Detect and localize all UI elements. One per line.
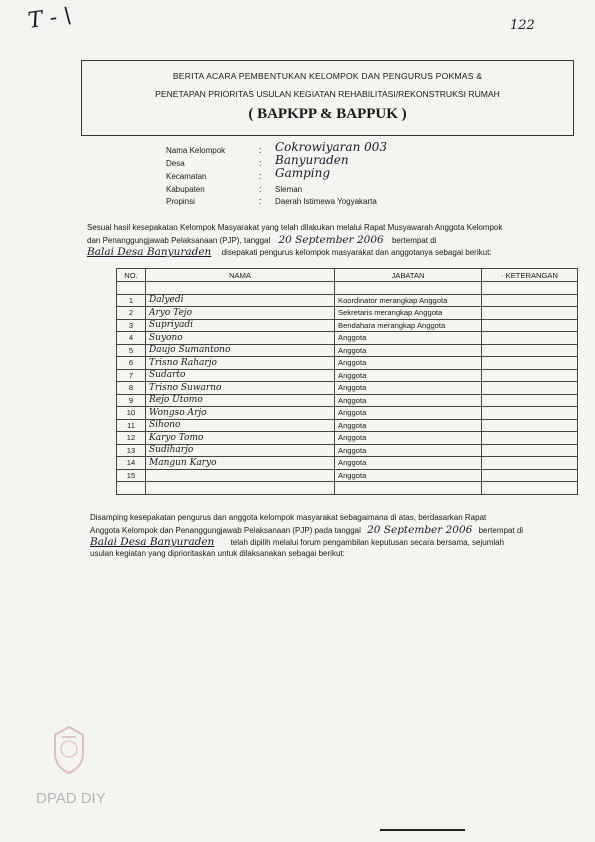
cell-keterangan (482, 444, 578, 457)
table-row (117, 444, 578, 457)
title-line-3: ( BAPKPP & BAPPUK ) (248, 106, 407, 122)
header-no: NO. (117, 269, 146, 282)
header-keterangan: · KETERANGAN (482, 269, 578, 282)
title-line-2: PENETAPAN PRIORITAS USULAN KEGIATAN REHABILITASI/REKONSTRUKSI RUMAH (155, 89, 500, 99)
info-value-kabupaten: Sleman (275, 185, 303, 194)
intro-line-2-text: dan Penanggungjawab Pelaksanaan (PJP), tanggal (87, 236, 271, 245)
info-label-nama-kelompok: Nama Kelompok (166, 146, 226, 155)
cell-nama: Supriyadi (146, 319, 335, 332)
cell-jabatan: Anggota (335, 407, 482, 420)
cell-nama: Trisno Suwarno (146, 382, 335, 395)
cell-jabatan: Anggota (335, 344, 482, 357)
cell-keterangan (482, 357, 578, 370)
table-row (117, 319, 578, 332)
cell-jabatan: Koordinator merangkap Anggota (335, 294, 482, 307)
table-row (117, 369, 578, 382)
cell-keterangan (482, 382, 578, 395)
closing-line-3-text: telah dipilih melalui forum pengambilan keputusan secara bersama, sejumlah (230, 538, 505, 547)
cell-no: 5 (117, 344, 146, 357)
cell-jabatan: Anggota (335, 419, 482, 432)
table-row (117, 344, 578, 357)
intro-line-3-text: disepakati pengurus kelompok masyarakat dan anggotanya sebagai berikut: (221, 248, 492, 257)
title-line-1: BERITA ACARA PEMBENTUKAN KELOMPOK DAN PENGURUS POKMAS & (172, 71, 483, 81)
info-colon: : (259, 184, 262, 194)
closing-place-handwritten: Balai Desa Banyuraden (90, 536, 215, 548)
table-row (117, 357, 578, 370)
intro-line-3 (87, 246, 492, 259)
cell-nama: Mangun Karyo (146, 457, 335, 470)
info-value-kecamatan: Gamping (275, 166, 331, 180)
cell-nama: Daujo Sumantono (146, 344, 335, 357)
table-row (117, 419, 578, 432)
info-value-nama-kelompok: Cokrowiyaran 003 (275, 140, 388, 154)
cell-no: 12 (117, 432, 146, 445)
intro-line-1: Sesuai hasil kesepakatan Kelompok Masyarakat yang telah dilakukan melalui Rapat Musyawarah Anggota Kelompok (87, 223, 503, 232)
info-label-propinsi: Propinsi (166, 197, 195, 206)
closing-line-4: usulan kegiatan yang diprioritaskan untuk dilaksanakan sebagai berikut: (90, 549, 345, 558)
table-row (117, 294, 578, 307)
header-jabatan: JABATAN (335, 269, 482, 282)
cell-no: 10 (117, 407, 146, 420)
cell-nama: Sihono (146, 419, 335, 432)
closing-line-2-tail: bertempat di (478, 526, 524, 535)
intro-line-2-tail: bertempat di (391, 236, 437, 245)
intro-place-handwritten: Balai Desa Banyuraden (87, 246, 212, 258)
cell-no: 15 (117, 469, 146, 482)
info-label-kecamatan: Kecamatan (166, 172, 207, 181)
table-row (117, 407, 578, 420)
cell-no: 1 (117, 294, 146, 307)
info-colon: : (259, 145, 262, 155)
cell-nama: Aryo Tejo (146, 307, 335, 320)
cell-keterangan (482, 369, 578, 382)
cell-jabatan: Anggota (335, 457, 482, 470)
cell-no: 7 (117, 369, 146, 382)
cell-jabatan: Sekretaris merangkap Anggota (335, 307, 482, 320)
info-value-propinsi: Daerah Istimewa Yogyakarta (275, 197, 377, 206)
cell-keterangan (482, 319, 578, 332)
table-body (117, 282, 578, 495)
cell-jabatan: Anggota (335, 469, 482, 482)
cell-jabatan: Anggota (335, 394, 482, 407)
table-header-row (117, 269, 578, 282)
cell-nama (146, 469, 335, 482)
info-label-desa: Desa (166, 159, 185, 168)
info-value-desa: Banyuraden (275, 153, 349, 167)
cell-nama: Wongso Arjo (146, 407, 335, 420)
cell-keterangan (482, 307, 578, 320)
title-box (81, 60, 574, 136)
cell-nama: Sudiharjo (146, 444, 335, 457)
table-spacer-row (117, 282, 578, 295)
info-colon: : (259, 158, 262, 168)
closing-line-2-text: Anggota Kelompok dan Penanggungjawab Pelaksanaan (PJP) pada tanggal (90, 526, 361, 535)
closing-date-handwritten: 20 September 2006 (367, 524, 473, 536)
cell-no: 14 (117, 457, 146, 470)
info-colon: : (259, 171, 262, 181)
cell-keterangan (482, 419, 578, 432)
cell-keterangan (482, 344, 578, 357)
cell-jabatan: Anggota (335, 444, 482, 457)
watermark-text: DPAD DIY (36, 790, 106, 807)
cell-no: 6 (117, 357, 146, 370)
closing-line-1: Disamping kesepakatan pengurus dan anggota kelompok masyarakat sebagaimana di atas, berdasarkan Rapat (90, 513, 487, 522)
cell-no: 4 (117, 332, 146, 345)
cell-keterangan (482, 332, 578, 345)
cell-no: 13 (117, 444, 146, 457)
table-row (117, 469, 578, 482)
member-table (116, 268, 578, 495)
cell-no: 2 (117, 307, 146, 320)
cell-keterangan (482, 469, 578, 482)
cell-nama: Suyono (146, 332, 335, 345)
cell-keterangan (482, 394, 578, 407)
cell-nama: Karyo Tomo (146, 432, 335, 445)
cell-keterangan (482, 294, 578, 307)
cell-jabatan: Anggota (335, 432, 482, 445)
cell-jabatan: Anggota (335, 369, 482, 382)
intro-date-handwritten: 20 September 2006 (278, 234, 384, 246)
info-label-kabupaten: Kabupaten (166, 185, 205, 194)
cell-no: 8 (117, 382, 146, 395)
cell-no: 9 (117, 394, 146, 407)
cell-jabatan: Anggota (335, 332, 482, 345)
cell-nama: Trisno Raharjo (146, 357, 335, 370)
cell-keterangan (482, 407, 578, 420)
table-row (117, 382, 578, 395)
cell-nama: Sudarto (146, 369, 335, 382)
archive-emblem-icon (50, 725, 88, 775)
cell-no: 3 (117, 319, 146, 332)
cell-jabatan: Bendahara merangkap Anggota (335, 319, 482, 332)
info-colon: : (259, 196, 262, 206)
cell-jabatan: Anggota (335, 357, 482, 370)
cell-no: 11 (117, 419, 146, 432)
table-row (117, 307, 578, 320)
cell-keterangan (482, 457, 578, 470)
header-nama: NAMA (146, 269, 335, 282)
cell-nama: Dalyedi (146, 294, 335, 307)
table-row (117, 394, 578, 407)
cell-nama: Rejo Utomo (146, 394, 335, 407)
table-row (117, 457, 578, 470)
table-row (117, 332, 578, 345)
corner-handwritten-mark: T - \ (26, 3, 74, 34)
page-number: 122 (510, 18, 535, 33)
cell-jabatan: Anggota (335, 382, 482, 395)
cell-keterangan (482, 432, 578, 445)
bottom-rule (380, 829, 465, 831)
table-empty-row (117, 482, 578, 495)
table-row (117, 432, 578, 445)
